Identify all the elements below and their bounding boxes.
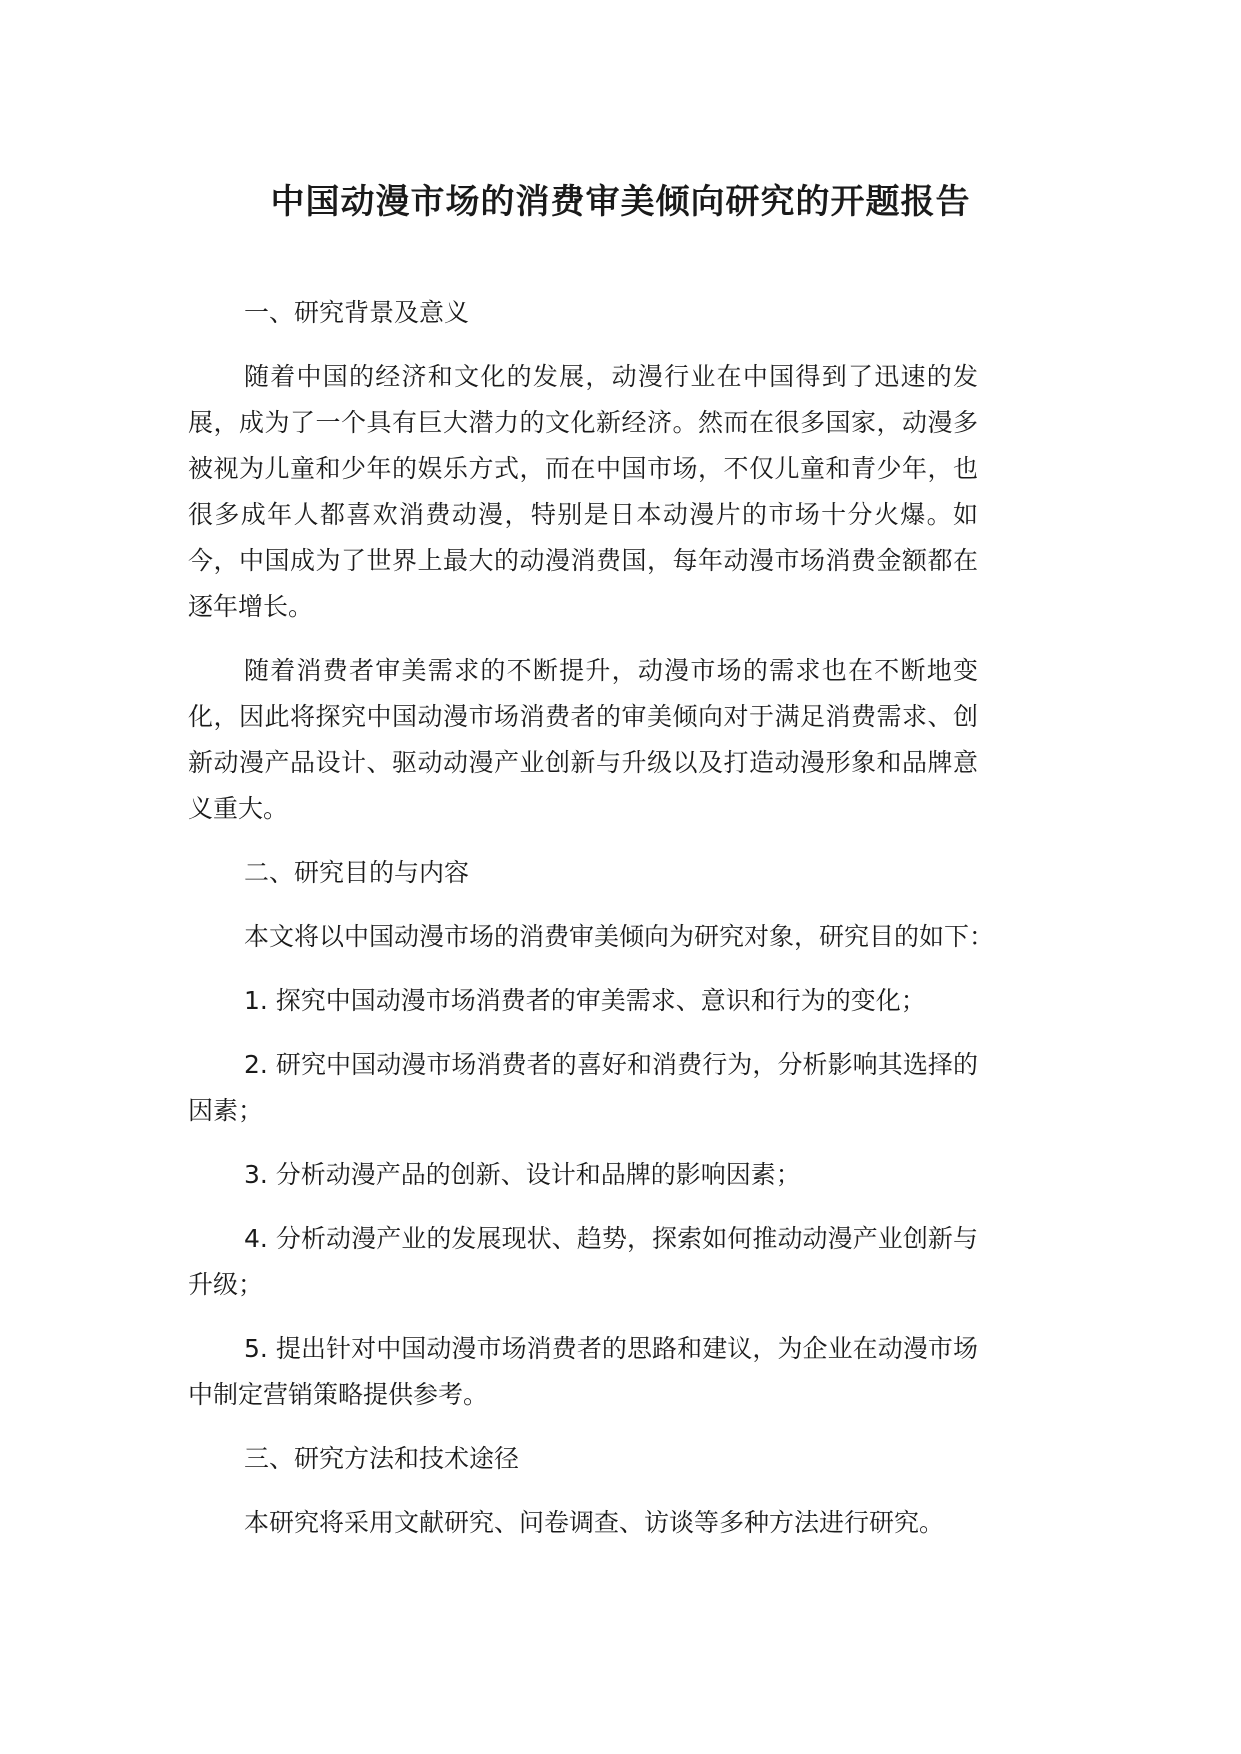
paragraph-background-1: 随着中国的经济和文化的发展，动漫行业在中国得到了迅速的发展，成为了一个具有巨大潜力的文化新经济。然而在很多国家，动漫多被视为儿童和少年的娱乐方式，而在中国市场，不仅儿童和青少年，也很多成年人都喜欢消费动漫，特别是日本动漫片的市场十分火爆。如今，中国成为了世界上最大的动漫消费国，每年动漫市场消费金额都在逐年增长。 xyxy=(188,362,978,621)
document-body xyxy=(188,290,1088,1564)
section-heading-background: 一、研究背景及意义 xyxy=(244,298,470,327)
section-heading-purpose: 二、研究目的与内容 xyxy=(244,858,470,887)
paragraph-purpose-intro: 本文将以中国动漫市场的消费审美倾向为研究对象，研究目的如下： xyxy=(244,922,995,951)
paragraph-methods-1: 本研究将采用文献研究、问卷调查、访谈等多种方法进行研究。 xyxy=(244,1508,945,1537)
list-item-purpose-2: 2. 研究中国动漫市场消费者的喜好和消费行为，分析影响其选择的因素； xyxy=(188,1050,978,1125)
list-item-purpose-4: 4. 分析动漫产业的发展现状、趋势，探索如何推动动漫产业创新与升级； xyxy=(188,1224,978,1299)
list-item-purpose-1: 1. 探究中国动漫市场消费者的审美需求、意识和行为的变化； xyxy=(244,986,926,1015)
list-item-purpose-3: 3. 分析动漫产品的创新、设计和品牌的影响因素； xyxy=(244,1160,801,1189)
section-heading-methods: 三、研究方法和技术途径 xyxy=(244,1444,520,1473)
page-title: 中国动漫市场的消费审美倾向研究的开题报告 xyxy=(270,182,971,222)
list-item-purpose-5: 5. 提出针对中国动漫市场消费者的思路和建议，为企业在动漫市场中制定营销策略提供参考。 xyxy=(188,1334,978,1409)
paragraph-background-2: 随着消费者审美需求的不断提升，动漫市场的需求也在不断地变化，因此将探究中国动漫市场消费者的审美倾向对于满足消费需求、创新动漫产品设计、驱动动漫产业创新与升级以及打造动漫形象和品牌意义重大。 xyxy=(188,656,978,823)
